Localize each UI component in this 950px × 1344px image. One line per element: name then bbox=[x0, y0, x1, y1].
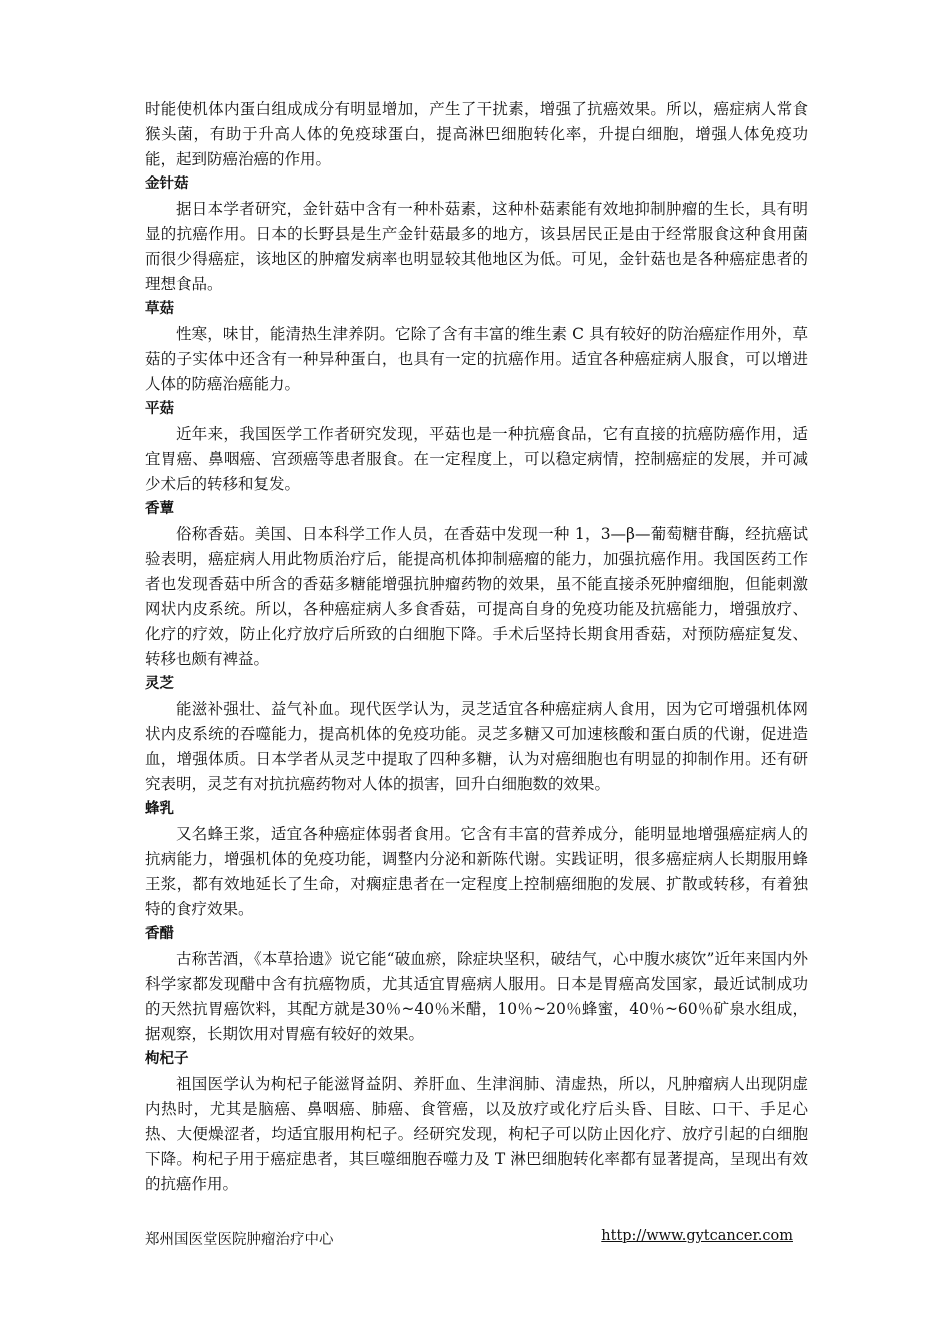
section-heading: 枸杞子 bbox=[145, 1051, 189, 1067]
section-heading: 香醋 bbox=[145, 926, 174, 942]
section-paragraph: 性寒，味甘，能清热生津养阴。它除了含有丰富的维生素 C 具有较好的防治癌症作用外，草菇的子实体中还含有一种异种蛋白，也具有一定的抗癌作用。适宜各种癌症病人服食，可以增进人体的防癌治癌能力。 bbox=[145, 325, 808, 393]
document-body bbox=[145, 97, 808, 1197]
section-heading: 平菇 bbox=[145, 401, 174, 417]
section-paragraph: 又名蜂王浆，适宜各种癌症体弱者食用。它含有丰富的营养成分，能明显地增强癌症病人的抗病能力，增强机体的免疫功能，调整内分泌和新陈代谢。实践证明，很多癌症病人长期服用蜂王浆，都有效地延长了生命，对瘸症患者在一定程度上控制癌细胞的发展、扩散或转移，有着独特的食疗效果。 bbox=[145, 825, 808, 918]
footer-organization: 郑州国医堂医院肿瘤治疗中心 bbox=[145, 1232, 334, 1248]
section-lingzhi bbox=[145, 672, 808, 797]
section-heading: 蜂乳 bbox=[145, 801, 174, 817]
section-gouqizi bbox=[145, 1047, 808, 1197]
section-heading: 香蕈 bbox=[145, 501, 174, 517]
section-paragraph: 能滋补强壮、益气补血。现代医学认为，灵芝适宜各种癌症病人食用，因为它可增强机体网状内皮系统的吞噬能力，提高机体的免疫功能。灵芝多糖又可加速核酸和蛋白质的代谢，促进造血，增强体质。日本学者从灵芝中提取了四种多糖，认为对癌细胞也有明显的抑制作用。还有研究表明，灵芝有对抗抗癌药物对人体的损害，回升白细胞数的效果。 bbox=[145, 700, 808, 793]
section-paragraph: 俗称香菇。美国、日本科学工作人员，在香菇中发现一种 1，3—β—葡萄糖苷酶，经抗癌试验表明，癌症病人用此物质治疗后，能提高机体抑制癌瘤的能力，加强抗癌作用。我国医药工作者也发现香菇中所含的香菇多糖能增强抗肿瘤药物的效果，虽不能直接杀死肿瘤细胞，但能刺激网状内皮系统。所以，各种癌症病人多食香菇，可提高自身的免疫功能及抗癌能力，增强放疗、化疗的疗效，防止化疗放疗后所致的白细胞下降。手术后坚持长期食用香菇，对预防癌症复发、转移也颇有裨益。 bbox=[145, 525, 808, 668]
section-fengru bbox=[145, 797, 808, 922]
footer-website-link[interactable]: http://www.gytcancer.com bbox=[601, 1228, 793, 1244]
section-pinggu bbox=[145, 397, 808, 497]
section-paragraph: 据日本学者研究，金针菇中含有一种朴菇素，这种朴菇素能有效地抑制肿瘤的生长，具有明显的抗癌作用。日本的长野县是生产金针菇最多的地方，该县居民正是由于经常服食这种食用菌而很少得癌症，该地区的肿瘤发病率也明显较其他地区为低。可见，金针菇也是各种癌症患者的理想食品。 bbox=[145, 200, 808, 293]
section-heading: 灵芝 bbox=[145, 676, 174, 692]
section-jinzhengu bbox=[145, 172, 808, 297]
section-paragraph: 近年来，我国医学工作者研究发现，平菇也是一种抗癌食品，它有直接的抗癌防癌作用，适宜胃癌、鼻咽癌、宫颈癌等患者服食。在一定程度上，可以稳定病情，控制癌症的发展，并可减少术后的转移和复发。 bbox=[145, 425, 808, 493]
section-paragraph: 古称苦酒，《本草拾遗》说它能“破血瘀，除症块坚积，破结气，心中腹水痰饮”近年来国内外科学家都发现醋中含有抗癌物质，尤其适宜胃癌病人服用。日本是胃癌高发国家，最近试制成功的天然抗胃癌饮料，其配方就是30％~40％米醋，10％~20％蜂蜜，40％~60％矿泉水组成，据观察，长期饮用对胃癌有较好的效果。 bbox=[145, 950, 808, 1043]
intro-paragraph: 时能使机体内蛋白组成成分有明显增加，产生了干扰素，增强了抗癌效果。所以，癌症病人常食猴头菌，有助于升高人体的免疫球蛋白，提高淋巴细胞转化率，升提白细胞，增强人体免疫功能，起到防癌治癌的作用。 bbox=[145, 100, 808, 168]
section-heading: 金针菇 bbox=[145, 176, 189, 192]
section-xiangxun bbox=[145, 497, 808, 672]
section-caogu bbox=[145, 297, 808, 397]
section-paragraph: 祖国医学认为枸杞子能滋肾益阴、养肝血、生津润肺、清虚热，所以，凡肿瘤病人出现阴虚内热时，尤其是脑癌、鼻咽癌、肺癌、食管癌，以及放疗或化疗后头昏、目眩、口干、手足心热、大便燥涩者，均适宜服用枸杞子。经研究发现，枸杞子可以防止因化疗、放疗引起的白细胞下降。枸杞子用于癌症患者，其巨噬细胞吞噬力及 T 淋巴细胞转化率都有显著提高，呈现出有效的抗癌作用。 bbox=[145, 1075, 808, 1193]
page-footer bbox=[145, 1228, 793, 1249]
section-heading: 草菇 bbox=[145, 301, 174, 317]
section-xiangcu bbox=[145, 922, 808, 1047]
